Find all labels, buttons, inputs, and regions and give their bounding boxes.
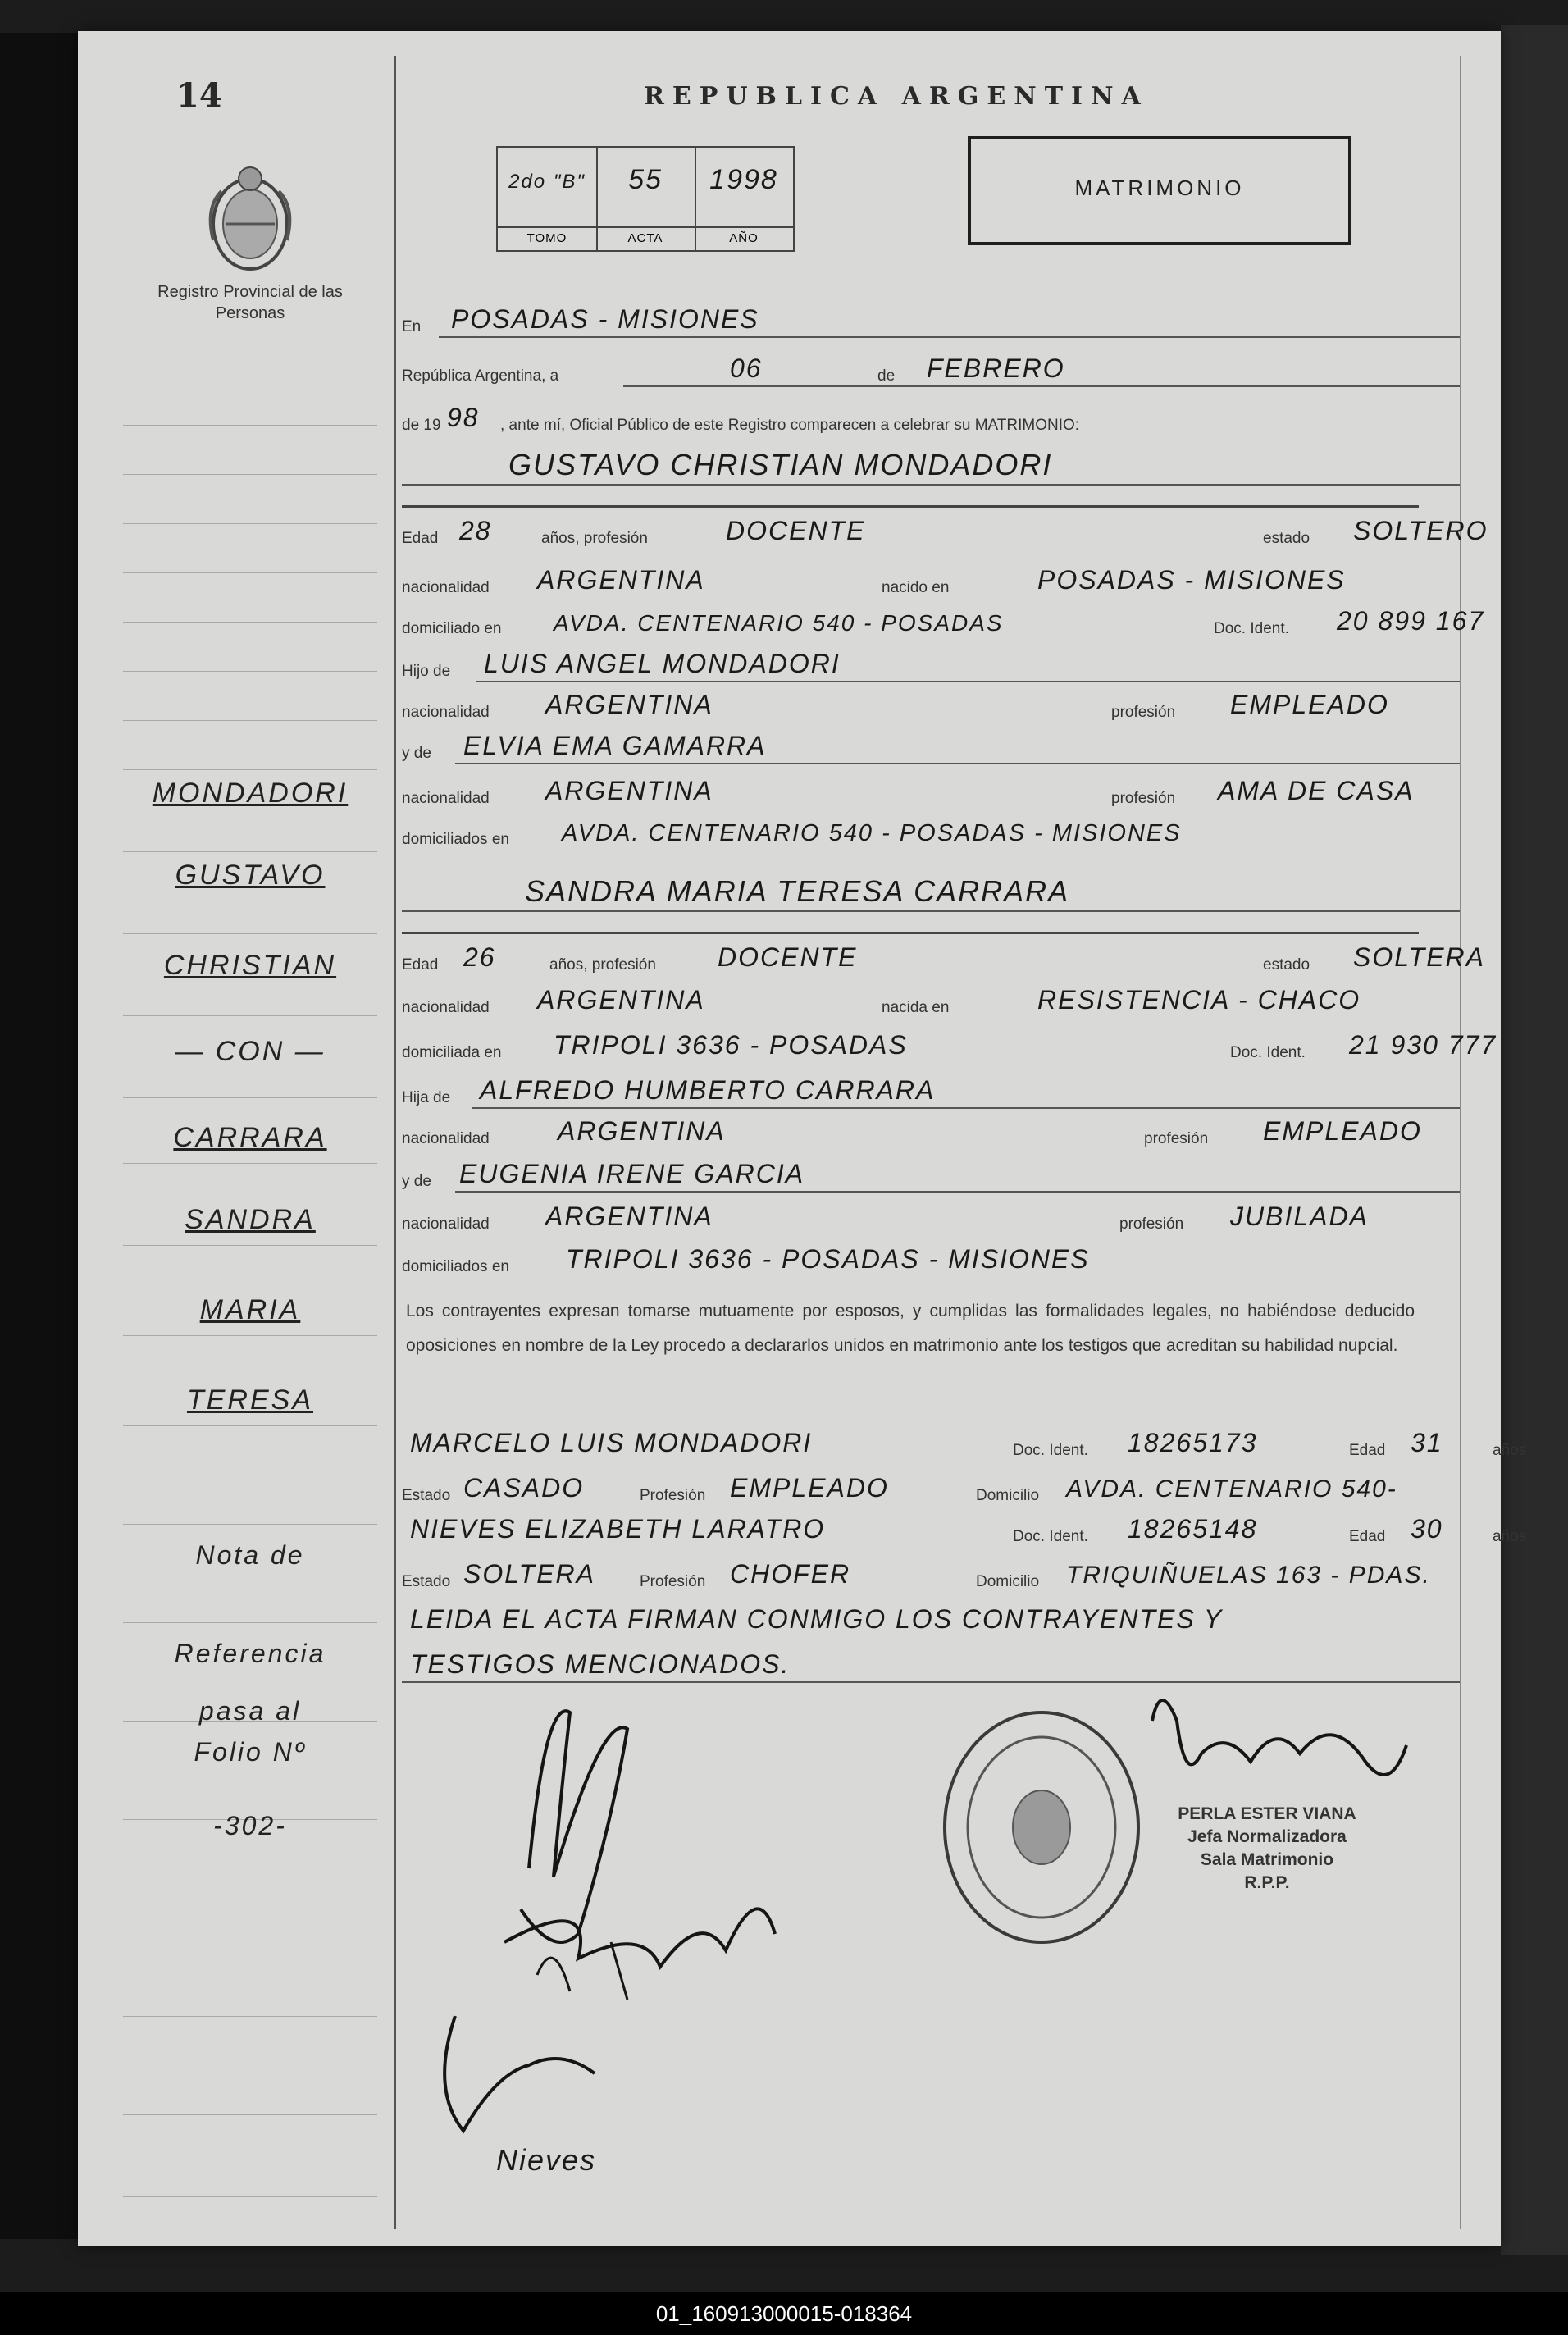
tomo-cell xyxy=(498,148,598,250)
margin-rule xyxy=(123,474,377,475)
margin-name-groom-2: CHRISTIAN xyxy=(163,950,337,981)
margin-rule xyxy=(123,933,377,934)
margin-note-line: pasa al xyxy=(198,1696,302,1726)
margin-column xyxy=(78,31,394,2246)
groom-mother-row xyxy=(402,720,1460,769)
domicilio-label: Domicilio xyxy=(976,1573,1040,1590)
margin-rule xyxy=(123,1622,377,1623)
margin-rule xyxy=(123,1425,377,1426)
profesion-label: profesión xyxy=(1111,704,1176,721)
estado-label: Estado xyxy=(402,1487,451,1504)
margin-rule xyxy=(123,1524,377,1525)
fill-line xyxy=(439,336,1460,338)
margin-rule xyxy=(123,523,377,524)
witness1-status: CASADO xyxy=(463,1473,585,1503)
closing-line-2: TESTIGOS MENCIONADOS. xyxy=(410,1649,791,1679)
witness1-profession: EMPLEADO xyxy=(730,1473,889,1503)
groom-age-row xyxy=(402,505,1488,554)
witness2-row xyxy=(402,1503,1527,1553)
acta-label: ACTA xyxy=(596,226,695,245)
official-title: Jefa Normalizadora xyxy=(1187,1827,1347,1846)
bride-nationality: ARGENTINA xyxy=(537,985,705,1015)
margin-surname-groom: MONDADORI xyxy=(152,778,349,809)
groom-doc: 20 899 167 xyxy=(1337,606,1485,636)
margin-rule xyxy=(123,2114,377,2115)
estado-label: estado xyxy=(1263,530,1310,547)
margin-rule xyxy=(123,1245,377,1246)
margin-rule xyxy=(123,1015,377,1016)
republica-label: República Argentina, a xyxy=(402,367,559,385)
bride-mother-profession: JUBILADA xyxy=(1230,1202,1369,1231)
intro-date-row xyxy=(402,343,1460,392)
country-header: REPUBLICA ARGENTINA xyxy=(644,82,1149,111)
witness1-address: AVDA. CENTENARIO 540- xyxy=(1066,1475,1397,1503)
domiciliados-label: domiciliados en xyxy=(402,1258,509,1275)
groom-age: 28 xyxy=(459,516,492,545)
acta-value: 55 xyxy=(628,164,663,195)
ano-cell xyxy=(695,148,793,250)
bride-doc: 21 930 777 xyxy=(1349,1030,1497,1060)
edad-label: Edad xyxy=(1349,1442,1386,1459)
nacionalidad-label: nacionalidad xyxy=(402,1215,490,1233)
doc-label: Doc. Ident. xyxy=(1013,1528,1088,1545)
witness-signature-text: Nieves xyxy=(496,2143,597,2177)
hija-label: Hija de xyxy=(402,1089,451,1106)
groom-parents-address-row xyxy=(402,806,1460,855)
certificate-page xyxy=(78,31,1527,2246)
bride-address-row xyxy=(402,1019,1497,1069)
intro-year-row xyxy=(402,392,1460,441)
profesion-label: profesión xyxy=(1111,790,1176,807)
margin-surname-bride: CARRARA xyxy=(173,1122,327,1153)
nacionalidad-label: nacionalidad xyxy=(402,999,490,1016)
bride-address: TRIPOLI 3636 - POSADAS xyxy=(554,1030,908,1060)
folio-number: 14 xyxy=(176,76,222,115)
yde-label: y de xyxy=(402,1173,431,1190)
acta-reference-box xyxy=(496,146,795,252)
witness2-age: 30 xyxy=(1411,1514,1443,1544)
profesion-label: años, profesión xyxy=(549,956,656,974)
margin-con: — CON — xyxy=(175,1036,326,1067)
doc-label: Doc. Ident. xyxy=(1013,1442,1088,1459)
margin-name-bride-2: MARIA xyxy=(199,1294,301,1325)
closing-line-1: LEIDA EL ACTA FIRMAN CONMIGO LOS CONTRAYENTES Y xyxy=(410,1604,1224,1634)
bride-mother: EUGENIA IRENE GARCIA xyxy=(459,1159,805,1188)
margin-rule xyxy=(123,720,377,721)
margin-rule xyxy=(123,769,377,770)
margin-note-folio: -302- xyxy=(213,1811,287,1840)
estado-label: Estado xyxy=(402,1573,451,1590)
declaration-paragraph: Los contrayentes expresan tomarse mutuamente por esposos, y cumplidas las formalidades legales, no habiéndose deducido oposiciones en nombre de la Ley procedo a declararlos unidos en matrimonio ante los testigos que acreditan su habilidad nupcial. xyxy=(406,1302,1415,1355)
domicilio-label: domiciliada en xyxy=(402,1044,502,1061)
witness1-name: MARCELO LUIS MONDADORI xyxy=(410,1428,813,1457)
groom-mother-nationality: ARGENTINA xyxy=(545,776,713,805)
profesion-label: Profesión xyxy=(640,1487,706,1504)
bride-mother-row xyxy=(402,1148,1460,1197)
groom-name-row xyxy=(402,441,1460,490)
doc-label: Doc. Ident. xyxy=(1214,620,1289,637)
document-type-box xyxy=(968,136,1351,245)
witness2-doc: 18265148 xyxy=(1128,1514,1258,1544)
margin-name-bride: SANDRA xyxy=(185,1204,316,1235)
margin-rule xyxy=(123,622,377,623)
contracting-parties-signatures xyxy=(431,1663,890,2188)
profesion-label: profesión xyxy=(1119,1215,1184,1233)
bride-parents-address: TRIPOLI 3636 - POSADAS - MISIONES xyxy=(566,1244,1090,1274)
fill-line xyxy=(455,763,1460,764)
official-signature-block xyxy=(1144,1803,1390,1895)
fill-line xyxy=(402,910,1460,912)
bride-birthplace: RESISTENCIA - CHACO xyxy=(1037,985,1361,1015)
bride-mother-nationality: ARGENTINA xyxy=(545,1202,713,1231)
fill-line xyxy=(402,484,1460,486)
margin-rule xyxy=(123,572,377,573)
groom-father: LUIS ANGEL MONDADORI xyxy=(484,649,841,678)
fill-line xyxy=(623,385,1460,387)
official-abbr: R.P.P. xyxy=(1244,1873,1290,1892)
nacionalidad-label: nacionalidad xyxy=(402,579,490,596)
groom-parents-address: AVDA. CENTENARIO 540 - POSADAS - MISIONES xyxy=(562,820,1182,846)
edad-label: Edad xyxy=(402,956,439,974)
witness2-detail-row xyxy=(402,1548,1460,1598)
bride-nationality-row xyxy=(402,974,1460,1024)
yde-label: y de xyxy=(402,745,431,762)
witness1-row xyxy=(402,1417,1527,1466)
file-id-footer: 01_160913000015-018364 xyxy=(0,2292,1568,2335)
bride-profession: DOCENTE xyxy=(718,942,858,972)
bride-status: SOLTERA xyxy=(1353,942,1485,972)
anos-label: años xyxy=(1493,1528,1527,1545)
margin-rule xyxy=(123,2196,377,2197)
profesion-label: profesión xyxy=(1144,1130,1209,1147)
en-label: En xyxy=(402,318,422,335)
margin-note-line: Folio Nº xyxy=(194,1737,307,1767)
groom-mother-profession: AMA DE CASA xyxy=(1218,776,1415,805)
bride-father: ALFREDO HUMBERTO CARRARA xyxy=(480,1075,936,1105)
witness1-age: 31 xyxy=(1411,1428,1443,1457)
registry-office-label: Registro Provincial de las Personas xyxy=(157,283,343,322)
domiciliados-label: domiciliados en xyxy=(402,831,509,848)
margin-note-line: Nota de xyxy=(195,1540,305,1570)
groom-status: SOLTERO xyxy=(1353,516,1488,545)
groom-address-row xyxy=(402,595,1485,645)
intro-place: POSADAS - MISIONES xyxy=(451,304,759,334)
witness1-doc: 18265173 xyxy=(1128,1428,1258,1457)
tomo-value: 2do "B" xyxy=(508,171,586,193)
estado-label: estado xyxy=(1263,956,1310,974)
intro-statement: , ante mí, Oficial Público de este Registro comparecen a celebrar su MATRIMONIO: xyxy=(500,417,1080,434)
official-name: PERLA ESTER VIANA xyxy=(1178,1804,1356,1823)
intro-year: 98 xyxy=(447,403,480,432)
bride-father-detail-row xyxy=(402,1106,1460,1155)
official-office: Sala Matrimonio xyxy=(1200,1850,1334,1869)
bride-mother-detail-row xyxy=(402,1191,1460,1240)
ano-label: AÑO xyxy=(695,226,793,245)
margin-name-bride-3: TERESA xyxy=(186,1384,314,1416)
margin-name-groom: GUSTAVO xyxy=(175,860,326,891)
bride-age: 26 xyxy=(463,942,496,972)
margin-rule xyxy=(123,1163,377,1164)
bride-age-row xyxy=(402,932,1485,981)
ano-value: 1998 xyxy=(709,164,778,195)
intro-place-row xyxy=(402,294,1460,343)
tomo-label: TOMO xyxy=(498,226,596,245)
de-label: de xyxy=(877,367,896,385)
coat-of-arms-icon xyxy=(201,158,299,281)
groom-name: GUSTAVO CHRISTIAN MONDADORI xyxy=(508,448,1053,481)
nacionalidad-label: nacionalidad xyxy=(402,704,490,721)
margin-note-line: Referencia xyxy=(174,1639,326,1668)
intro-day: 06 xyxy=(730,353,763,383)
margin-rule xyxy=(123,2016,377,2017)
groom-address: AVDA. CENTENARIO 540 - POSADAS xyxy=(554,610,1004,636)
nacionalidad-label: nacionalidad xyxy=(402,1130,490,1147)
column-divider xyxy=(394,56,396,2229)
margin-rule xyxy=(123,1335,377,1336)
nacido-label: nacido en xyxy=(882,579,950,596)
bride-name-row xyxy=(402,868,1460,917)
margin-rule xyxy=(123,1097,377,1098)
witness2-status: SOLTERA xyxy=(463,1559,595,1589)
nacida-label: nacida en xyxy=(882,999,950,1016)
document-type-label: MATRIMONIO xyxy=(1074,176,1245,200)
right-margin-line xyxy=(1460,56,1461,2229)
nacionalidad-label: nacionalidad xyxy=(402,790,490,807)
doc-label: Doc. Ident. xyxy=(1230,1044,1306,1061)
groom-nationality: ARGENTINA xyxy=(537,565,705,595)
margin-rule xyxy=(123,425,377,426)
domicilio-label: domiciliado en xyxy=(402,620,502,637)
edad-label: Edad xyxy=(1349,1528,1386,1545)
witness2-name: NIEVES ELIZABETH LARATRO xyxy=(410,1514,826,1544)
profesion-label: años, profesión xyxy=(541,530,648,547)
bride-parents-address-row xyxy=(402,1234,1460,1283)
bride-father-profession: EMPLEADO xyxy=(1263,1116,1422,1146)
closing-row-1 xyxy=(402,1594,1460,1643)
bride-father-nationality: ARGENTINA xyxy=(558,1116,726,1146)
groom-mother: ELVIA EMA GAMARRA xyxy=(463,731,767,760)
margin-rule xyxy=(123,851,377,852)
domicilio-label: Domicilio xyxy=(976,1487,1040,1504)
official-seal xyxy=(939,1704,1144,1950)
de19-label: de 19 xyxy=(402,417,441,434)
page-edge xyxy=(1501,25,1568,2255)
groom-birthplace: POSADAS - MISIONES xyxy=(1037,565,1346,595)
witness2-address: TRIQUIÑUELAS 163 - PDAS. xyxy=(1066,1562,1431,1589)
witness2-profession: CHOFER xyxy=(730,1559,851,1589)
edad-label: Edad xyxy=(402,530,439,547)
acta-cell xyxy=(596,148,696,250)
hijo-label: Hijo de xyxy=(402,663,451,680)
anos-label: años xyxy=(1493,1442,1527,1459)
intro-month: FEBRERO xyxy=(927,353,1065,383)
book-binding xyxy=(0,33,82,2239)
margin-rule xyxy=(123,671,377,672)
groom-father-nationality: ARGENTINA xyxy=(545,690,713,719)
bride-name: SANDRA MARIA TERESA CARRARA xyxy=(525,874,1070,908)
profesion-label: Profesión xyxy=(640,1573,706,1590)
groom-profession: DOCENTE xyxy=(726,516,866,545)
groom-father-profession: EMPLEADO xyxy=(1230,690,1389,719)
